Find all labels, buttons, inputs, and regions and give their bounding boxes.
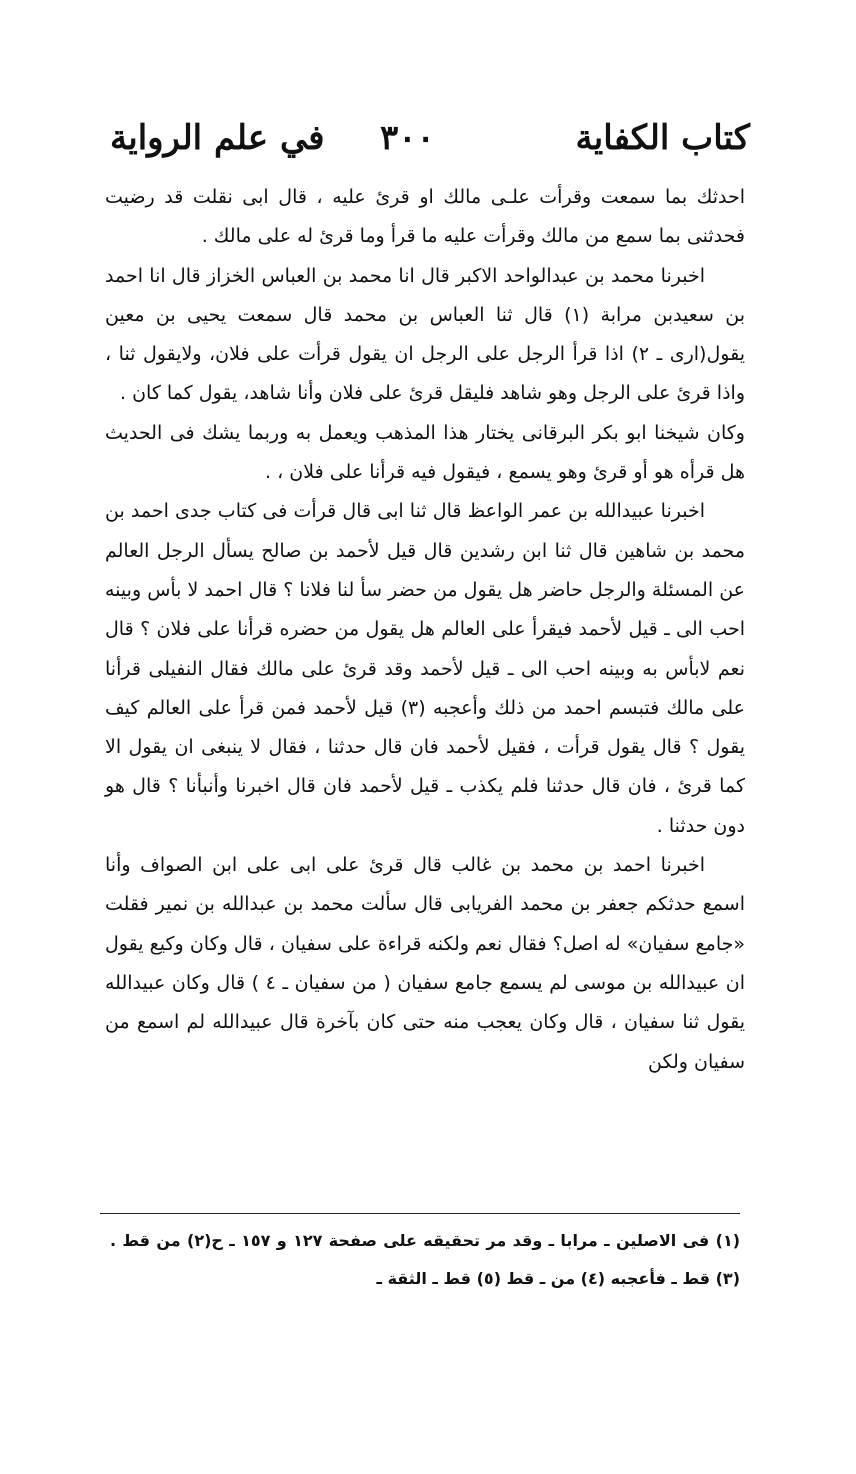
footnote: (١) فى الاصلين ـ مرابا ـ وقد مر تحقيقه على صفحة ١٢٧ و ١٥٧ ـ ح(٢) من قط . (٣) قط ـ فأعجبه (٤) من ـ قط (٥) قط ـ الثقة ـ bbox=[110, 1231, 741, 1288]
paragraph: احدثك بما سمعت وقرأت علـى مالك او قرئ عليه ، قال ابى نقلت قد رضيت فحدثنى بما سمع من مالك وقرأت عليه ما قرأ وما قرئ له على مالك . bbox=[105, 186, 745, 248]
paragraph: اخبرنا محمد بن عبدالواحد الاكبر قال انا محمد بن العباس الخزاز قال انا احمد بن سعيدبن مرابة (١) قال ثنا العباس بن محمد قال سمعت يحيى بن معين يقول(ارى ـ ٢) اذا قرأ الرجل على الرجل ان يقول قرأت على فلان، ولايقول ثنا ، واذا قرئ على الرجل وهو شاهد فليقل قرئ على فلان وأنا شاهد، يقول كما كان . bbox=[105, 264, 745, 405]
footnotes bbox=[110, 1222, 740, 1298]
main-text bbox=[105, 178, 745, 1082]
footnote-divider bbox=[100, 1213, 740, 1214]
paragraph: اخبرنا عبيدالله بن عمر الواعظ قال ثنا ابى قال قرأت فى كتاب جدى احمد بن محمد بن شاهين قال ثنا ابن رشدين قال قيل لأحمد بن صالح يسأل الرجل العالم عن المسئلة والرجل حاضر هل يقول من حضر سأ لنا فلانا ؟ قال احمد لا بأس وبينه احب الى ـ قيل لأحمد فيقرأ على العالم هل يقول من حضره قرأنا على فلان ؟ قال نعم لابأس به وبينه احب الى ـ قيل لأحمد وقد قرئ على مالك فقال النفيلى قرأنا على مالك فتبسم احمد من ذلك وأعجبه (٣) قيل لأحمد فمن قرأ على العالم كيف يقول ؟ قال يقول قرأت ، فقيل لأحمد فان قال حدثنا ، فقال لا ينبغى ان يقول الا كما قرئ ، فان قال حدثنا فلم يكذب ـ قيل لأحمد فان قال اخبرنا وأنبأنا ؟ قال هو دون حدثنا . bbox=[105, 500, 745, 837]
paragraph: اخبرنا احمد بن محمد بن غالب قال قرئ على ابى على ابن الصواف وأنا اسمع حدثكم جعفر بن محمد الفريابى قال سألت محمد بن عبدالله بن نمير فقلت «جامع سفيان» له اصل؟ فقال نعم ولكنه قراءة على سفيان ، قال وكان وكيع يقول ان عبيدالله بن موسى لم يسمع جامع سفيان ( من سفيان ـ ٤ ) قال وكان عبيدالله يقول ثنا سفيان ، قال وكان يعجب منه حتى كان بآخرة قال عبيدالله لم اسمع من سفيان ولكن bbox=[105, 854, 745, 1073]
page-number: ٣٠٠ bbox=[380, 118, 435, 158]
book-title: كتاب الكفاية bbox=[575, 118, 750, 158]
paragraph: وكان شيخنا ابو بكر البرقانى يختار هذا المذهب ويعمل به وربما يشك فى الحديث هل قرأه هو أو قرئ وهو يسمع ، فيقول فيه قرأنا على فلان ، . bbox=[105, 421, 745, 484]
page-header bbox=[110, 118, 750, 178]
book-subtitle: في علم الرواية bbox=[110, 118, 325, 158]
